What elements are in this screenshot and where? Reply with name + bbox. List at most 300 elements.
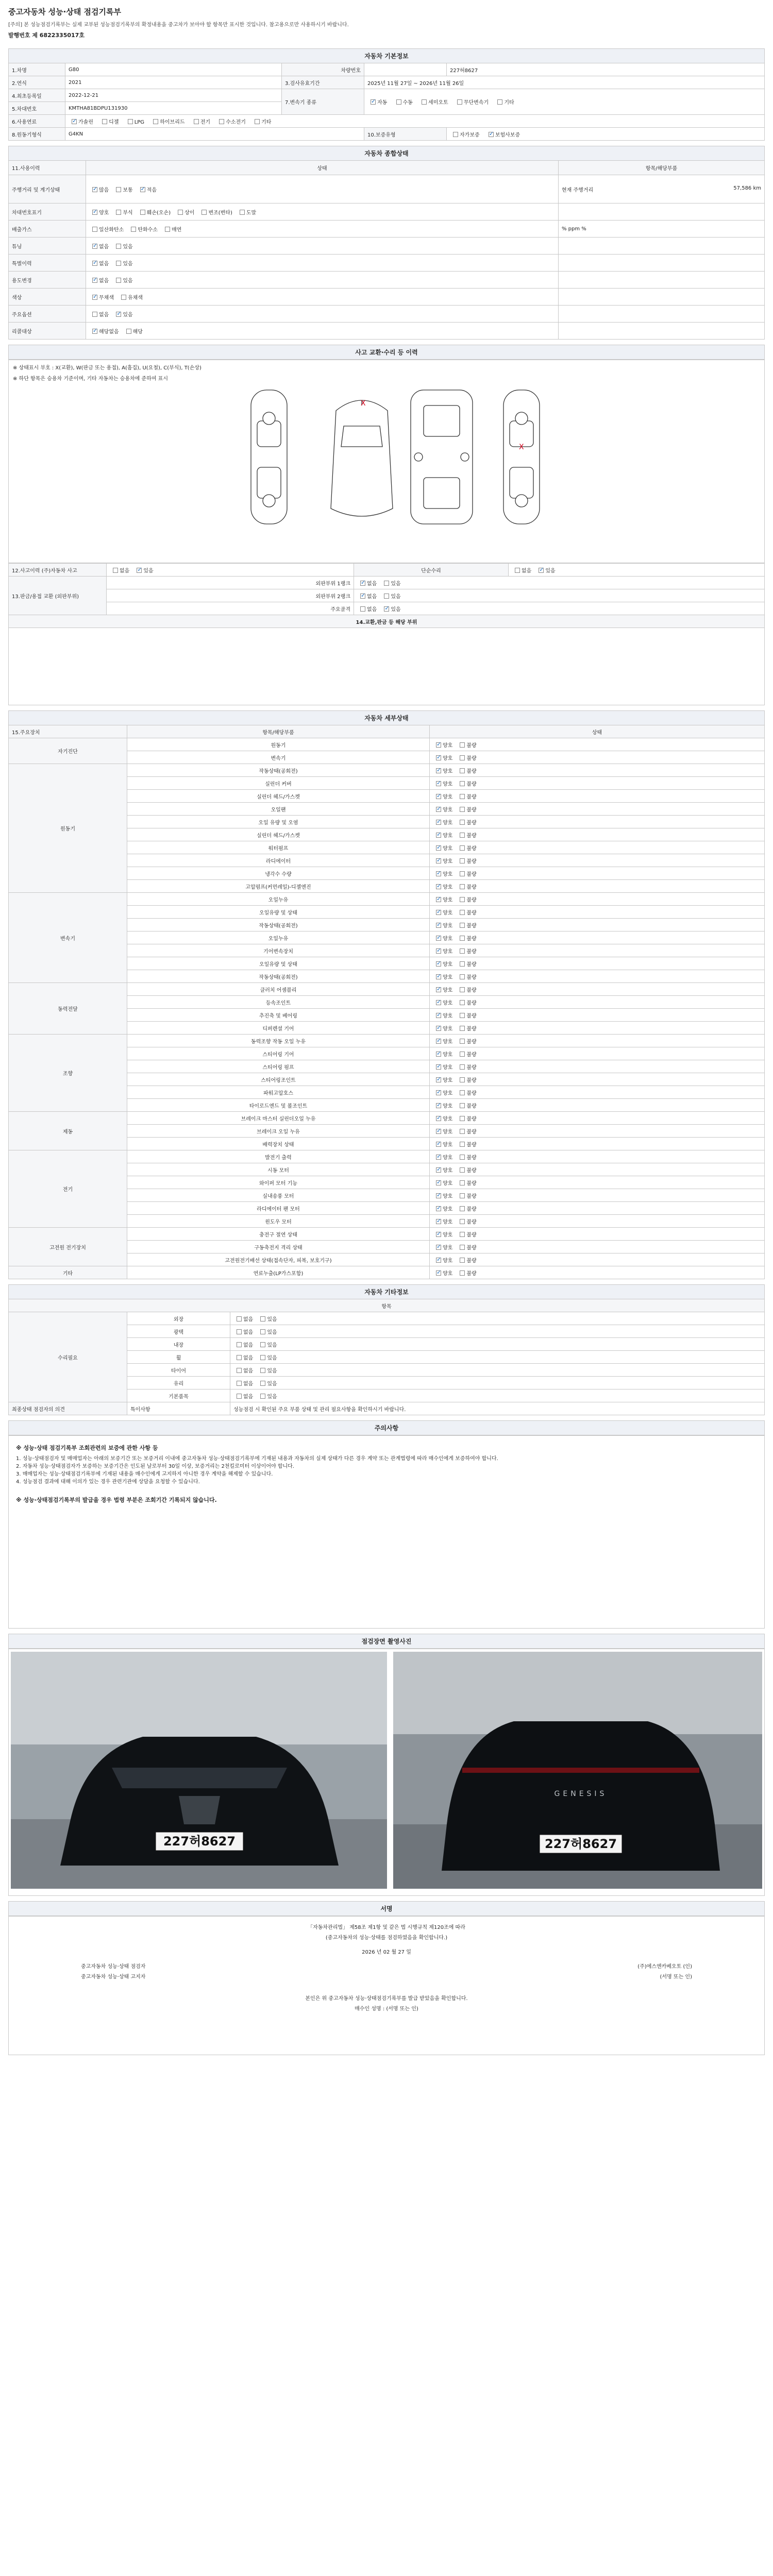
checkbox (436, 1167, 441, 1173)
option-label: 불량 (466, 897, 477, 903)
state-options (430, 854, 765, 867)
checkbox (436, 1232, 441, 1237)
checkbox (436, 897, 441, 902)
checkbox (436, 961, 441, 967)
checkbox (460, 1167, 465, 1173)
option-label: 양호 (443, 1232, 453, 1238)
state-options (430, 893, 765, 906)
checkbox (436, 1039, 441, 1044)
state-options (430, 816, 765, 828)
option-label: 불량 (466, 1206, 477, 1212)
row-options: ✓ 많음 보통✓ 적음 (86, 175, 559, 204)
checkbox (460, 1052, 465, 1057)
section-title: 자동차 기타정보 (9, 1285, 765, 1299)
parts-options: 없음✓ 있음 (354, 602, 765, 615)
extra-options (230, 1312, 765, 1325)
option-label: 양호 (443, 923, 453, 929)
checkbox (460, 781, 465, 786)
item-label: 오일유량 및 상태 (127, 957, 430, 970)
svg-text:X: X (519, 443, 524, 451)
checkbox (436, 1026, 441, 1031)
item-label: 고전원전기배선 상태(접속단자, 피복, 보호기구) (127, 1253, 430, 1266)
warranty-options: 자가보증 ✓ 보험사보증 (447, 128, 765, 141)
option-label: 양호 (443, 910, 453, 916)
option-label: 불량 (466, 1193, 477, 1199)
item-label: 클러치 어셈블리 (127, 983, 430, 996)
row-options: ✓ 없음 있음 (86, 272, 559, 289)
checkbox (460, 794, 465, 799)
row-label: 튜닝 (9, 238, 86, 255)
plate-number: 227허8627 (447, 63, 765, 76)
option-label: 없음 (243, 1316, 254, 1323)
state-options (430, 803, 765, 816)
note-cell (559, 306, 765, 323)
label: 최종상태 점검자의 의견 (9, 1402, 127, 1415)
extra-options (230, 1338, 765, 1351)
option-label: 불량 (466, 1129, 477, 1135)
item-label: 브레이크 오일 누유 (127, 1125, 430, 1138)
option-label: 불량 (466, 1180, 477, 1187)
item-label: 기어변속장치 (127, 944, 430, 957)
checkbox (436, 755, 441, 760)
mileage-cell: 현재 주행거리 57,586 km (559, 175, 765, 204)
row-label: 주행거리 및 계기상태 (9, 175, 86, 204)
item-label: 작동상태(공회전) (127, 970, 430, 983)
badge-text: GENESIS (554, 1790, 608, 1798)
checkbox (436, 1116, 441, 1121)
fuel-options: ✓ 가솔린 디젤 LPG 하이브리드 전기 수소전기 기타 (65, 115, 765, 128)
item-label: 워터펌프 (127, 841, 430, 854)
note-cell (559, 255, 765, 272)
item-label: 발전기 출력 (127, 1150, 430, 1163)
row-label: 리콜대상 (9, 323, 86, 340)
label (364, 63, 447, 76)
state-options (430, 1047, 765, 1060)
state-options (430, 828, 765, 841)
state-options (430, 1150, 765, 1163)
state-options (430, 867, 765, 880)
accident-options: 없음✓ 있음 (107, 564, 354, 577)
checkbox (460, 807, 465, 812)
overall-state-table (8, 146, 765, 340)
state-options (430, 1228, 765, 1241)
label: 중고자동차 성능·상태 고지자 (81, 1974, 146, 1980)
checkbox (260, 1381, 265, 1386)
option-label: 불량 (466, 845, 477, 852)
checkbox (436, 1090, 441, 1095)
option-label: 있음 (267, 1316, 277, 1323)
detail-row (9, 1228, 765, 1241)
label: 8.원동기형식 (9, 128, 65, 141)
state-options (430, 970, 765, 983)
group-label: 원동기 (9, 764, 127, 893)
checkbox (460, 961, 465, 967)
item-label: 타이로드엔드 및 볼조인트 (127, 1099, 430, 1112)
item-label: 휠 (127, 1351, 230, 1364)
front-photo (11, 1652, 387, 1889)
caution-section (8, 1420, 765, 1435)
checkbox (436, 1180, 441, 1185)
checkbox (260, 1368, 265, 1373)
checkbox (436, 781, 441, 786)
state-options (430, 1189, 765, 1202)
checkbox (436, 1064, 441, 1070)
item-label: 실내송풍 모터 (127, 1189, 430, 1202)
caution-heading: ※ 성능·상태 점검기록부 조회관련의 보증에 관한 사항 등 (16, 1445, 158, 1451)
option-label: 불량 (466, 884, 477, 890)
row-label: 색상 (9, 289, 86, 306)
option-label: 불량 (466, 807, 477, 813)
simple-repair-options: 없음✓ 있음 (509, 564, 765, 577)
item-label: 광택 (127, 1325, 230, 1338)
row-options: ✓ 양호 부식 훼손(오손) 상이 변조(변타) 도말 (86, 204, 559, 221)
group-label: 조향 (9, 1035, 127, 1112)
photo-area (8, 1649, 765, 1896)
extra-options (230, 1389, 765, 1402)
checkbox (460, 1142, 465, 1147)
option-label: 불량 (466, 871, 477, 877)
option-label: 양호 (443, 833, 453, 839)
signature-box (8, 1916, 765, 2055)
header: 항목 (9, 1299, 765, 1312)
checkbox (460, 1116, 465, 1121)
checkbox (460, 1013, 465, 1018)
detail-row (9, 1150, 765, 1163)
option-label: 양호 (443, 1013, 453, 1019)
option-label: 불량 (466, 755, 477, 761)
checkbox (436, 1258, 441, 1263)
label: 4.최초등록일 (9, 89, 65, 102)
option-label: 불량 (466, 1077, 477, 1083)
guarantee-row (9, 1402, 765, 1415)
checkbox (460, 845, 465, 851)
item-label: 작동상태(공회전) (127, 764, 430, 777)
item-label: 오일 유량 및 오염 (127, 816, 430, 828)
option-label: 불량 (466, 1167, 477, 1174)
sign-section (8, 1901, 765, 1916)
item-label: 브레이크 마스터 실린더오일 누유 (127, 1112, 430, 1125)
checkbox (237, 1368, 242, 1373)
option-label: 양호 (443, 1142, 453, 1148)
header: 항목/해당부품 (559, 161, 765, 175)
item-label: 내장 (127, 1338, 230, 1351)
option-label: 양호 (443, 1167, 453, 1174)
header: 11.사용이력 (9, 161, 86, 175)
item-label: 스티어링 펌프 (127, 1060, 430, 1073)
state-options (430, 1202, 765, 1215)
checkbox (460, 1039, 465, 1044)
option-label: 양호 (443, 871, 453, 877)
detail-row (9, 893, 765, 906)
state-options (430, 944, 765, 957)
option-label: 불량 (466, 936, 477, 942)
item-label: 변속기 (127, 751, 430, 764)
detail-row (9, 983, 765, 996)
option-label: 불량 (466, 1270, 477, 1277)
certificate-number: 발행번호 제 6822335017호 (8, 32, 85, 39)
state-options (430, 841, 765, 854)
option-label: 양호 (443, 897, 453, 903)
state-options (430, 1138, 765, 1150)
frame-rows (9, 628, 765, 705)
accident-table (8, 563, 765, 705)
state-options (430, 764, 765, 777)
state-options (430, 1060, 765, 1073)
note-cell (559, 272, 765, 289)
row-label: 차대번호표기 (9, 204, 86, 221)
detail-row (9, 1266, 765, 1279)
option-label: 양호 (443, 1155, 453, 1161)
item-label: 시동 모터 (127, 1163, 430, 1176)
label: 2.연식 (9, 76, 65, 89)
item-label: 와이퍼 모터 기능 (127, 1176, 430, 1189)
item-label: 오일누유 (127, 931, 430, 944)
item-label: 스티어링조인트 (127, 1073, 430, 1086)
checkbox (260, 1355, 265, 1360)
document-title: 중고자동차 성능·상태 점검기록부 (8, 7, 122, 16)
option-label: 양호 (443, 1064, 453, 1071)
checkbox (237, 1394, 242, 1399)
row-label: 배출가스 (9, 221, 86, 238)
row-options: ✓ 해당없음 해당 (86, 323, 559, 340)
item-label: 오일팬 (127, 803, 430, 816)
checkbox (460, 833, 465, 838)
item-label: 디퍼렌셜 기어 (127, 1022, 430, 1035)
state-options (430, 906, 765, 919)
inspection-period: 2025년 11월 27일 ~ 2026년 11월 26일 (364, 76, 765, 89)
checkbox (237, 1381, 242, 1386)
state-options (430, 1215, 765, 1228)
option-label: 불량 (466, 948, 477, 955)
inspector-name: (주)에스엔카베오토 (인) (637, 1964, 692, 1970)
first-registration: 2022-12-21 (65, 89, 282, 102)
extra-info-table (8, 1284, 765, 1415)
item-label: 유리 (127, 1377, 230, 1389)
checkbox (436, 807, 441, 812)
option-label: 있음 (267, 1394, 277, 1400)
option-label: 양호 (443, 936, 453, 942)
checkbox (436, 858, 441, 863)
group-label: 기타 (9, 1266, 127, 1279)
checkbox (460, 1206, 465, 1211)
option-label: 양호 (443, 1206, 453, 1212)
option-label: 불량 (466, 1000, 477, 1006)
checkbox (237, 1316, 242, 1321)
checkbox (460, 1090, 465, 1095)
checkbox (436, 1052, 441, 1057)
checkbox (436, 1245, 441, 1250)
group-label: 수리필요 (9, 1312, 127, 1402)
car-diagram (8, 360, 765, 563)
option-label: 있음 (267, 1342, 277, 1348)
group-label: 변속기 (9, 893, 127, 983)
car-outline-diagram (9, 385, 765, 555)
item-label: 배력장치 상태 (127, 1138, 430, 1150)
checkbox (460, 1000, 465, 1005)
checkbox (436, 768, 441, 773)
state-options (430, 738, 765, 751)
checkbox (460, 910, 465, 915)
label: 14.교환,판금 등 해당 부위 (9, 615, 765, 628)
header: 항목/해당부품 (127, 725, 430, 738)
option-label: 불량 (466, 858, 477, 865)
state-options (430, 880, 765, 893)
label: 12.사고이력 (주)자동차 사고 (9, 564, 107, 577)
checkbox (436, 742, 441, 748)
checkbox (237, 1329, 242, 1334)
state-options (430, 1241, 765, 1253)
accident-section (8, 345, 765, 360)
photo-section (8, 1634, 765, 1649)
checkbox (436, 871, 441, 876)
receipt-text: 본인은 위 중고자동차 성능·상태점검기록부를 발급 받았음을 확인합니다. (305, 1996, 468, 2002)
parts-options: ✓ 없음 있음 (354, 589, 765, 602)
option-label: 양호 (443, 1193, 453, 1199)
group-label: 고전원 전기장치 (9, 1228, 127, 1266)
checkbox (460, 923, 465, 928)
option-label: 불량 (466, 961, 477, 968)
state-options (430, 1009, 765, 1022)
state-options (430, 1266, 765, 1279)
option-label: 불량 (466, 1064, 477, 1071)
label: 외판부위 1랭크 (107, 577, 354, 589)
section-title: 자동차 세부상태 (9, 711, 765, 725)
option-label: 없음 (243, 1342, 254, 1348)
checkbox (436, 1077, 441, 1082)
header: 15.주요장치 (9, 725, 127, 738)
option-label: 있음 (267, 1381, 277, 1387)
extra-options (230, 1325, 765, 1338)
group-label: 제동 (9, 1112, 127, 1150)
option-label: 양호 (443, 948, 453, 955)
caution-line: 3. 매매업자는 성능·상태점검기록부에 기재된 내용을 매수인에게 고지하지 아니한 경우 계약을 해제할 수 있습니다. (16, 1471, 273, 1477)
checkbox (436, 1193, 441, 1198)
checkbox (436, 923, 441, 928)
detail-state-table (8, 710, 765, 1279)
checkbox (460, 1077, 465, 1082)
item-label: 라디에이터 (127, 854, 430, 867)
option-label: 양호 (443, 1039, 453, 1045)
note-cell (559, 238, 765, 255)
checkbox (436, 1155, 441, 1160)
checkbox (460, 1026, 465, 1031)
checkbox (436, 845, 441, 851)
model-year: 2021 (65, 76, 282, 89)
section-title: 자동차 종합상태 (9, 146, 765, 161)
checkbox (460, 858, 465, 863)
label: 10.보증유형 (364, 128, 447, 141)
item-label: 파워고압호스 (127, 1086, 430, 1099)
option-label: 양호 (443, 1000, 453, 1006)
legend-text: ※ 하단 항목은 승용차 기준이며, 기타 자동차는 승용차에 준하여 표시 (13, 376, 168, 382)
checkbox (436, 948, 441, 954)
state-options (430, 1112, 765, 1125)
option-label: 불량 (466, 1026, 477, 1032)
item-label: 기본품목 (127, 1389, 230, 1402)
state-options (430, 1099, 765, 1112)
option-label: 없음 (243, 1355, 254, 1361)
state-options (430, 1086, 765, 1099)
group-label: 전기 (9, 1150, 127, 1228)
state-options (430, 996, 765, 1009)
section-title: 주의사항 (9, 1421, 765, 1435)
caution-line: 1. 성능·상태점검자 및 매매업자는 아래의 보증기간 또는 보증거리 이내에 중고자동차 성능·상태점검기록부에 기재된 내용과 자동차의 실제 상태가 다른 경우 계약 또는 관계법령에 따라 매수인에게 보증하여야 합니다. (16, 1455, 498, 1462)
row-options: ✓ 없음 있음 (86, 238, 559, 255)
sign-text: 「자동차관리법」 제58조 제1항 및 같은 법 시행규칙 제120조에 따라 (308, 1925, 465, 1930)
row-label: 용도변경 (9, 272, 86, 289)
option-label: 불량 (466, 1232, 477, 1238)
state-options (430, 1035, 765, 1047)
item-label: 등속조인트 (127, 996, 430, 1009)
checkbox (460, 1193, 465, 1198)
option-label: 불량 (466, 742, 477, 749)
option-label: 양호 (443, 858, 453, 865)
option-label: 양호 (443, 1026, 453, 1032)
option-label: 없음 (243, 1329, 254, 1335)
section-title: 자동차 기본정보 (9, 49, 765, 63)
checkbox (460, 897, 465, 902)
checkbox (436, 833, 441, 838)
rear-plate: 227허8627 (544, 1837, 617, 1851)
row-options: 없음✓ 있음 (86, 306, 559, 323)
notice-text: [주의] 본 성능점검기록부는 실제 교부된 성능점검기록부의 확정내용을 중고차가 보아야 할 항목만 표시한 것입니다. 참고용으로만 사용하시기 바랍니다. (8, 22, 349, 28)
option-label: 있음 (267, 1355, 277, 1361)
option-label: 불량 (466, 1219, 477, 1225)
checkbox (460, 936, 465, 941)
item-label: 냉각수 수량 (127, 867, 430, 880)
option-label: 불량 (466, 1103, 477, 1109)
option-label: 있음 (267, 1368, 277, 1374)
option-label: 불량 (466, 1245, 477, 1251)
option-label: 양호 (443, 1103, 453, 1109)
item-label: 작동상태(공회전) (127, 919, 430, 931)
item-label: 원동기 (127, 738, 430, 751)
state-options (430, 1253, 765, 1266)
sign-date: 2026 년 02 월 27 일 (362, 1950, 411, 1955)
checkbox (436, 1103, 441, 1108)
note-cell (559, 323, 765, 340)
option-label: 양호 (443, 884, 453, 890)
item-label: 동력조향 작동 오일 누유 (127, 1035, 430, 1047)
state-options (430, 983, 765, 996)
checkbox (460, 820, 465, 825)
checkbox (436, 1142, 441, 1147)
basic-info-table (8, 48, 765, 141)
option-label: 양호 (443, 974, 453, 980)
checkbox (436, 987, 441, 992)
extra-options (230, 1377, 765, 1389)
extra-options (230, 1364, 765, 1377)
option-label: 양호 (443, 755, 453, 761)
label: 3.검사유효기간 (282, 76, 364, 89)
option-label: 양호 (443, 794, 453, 800)
checkbox (436, 936, 441, 941)
option-label: 불량 (466, 987, 477, 993)
item-label: 실린더 커버 (127, 777, 430, 790)
option-label: 없음 (243, 1381, 254, 1387)
note-cell (559, 204, 765, 221)
option-label: 양호 (443, 1116, 453, 1122)
option-label: 불량 (466, 910, 477, 916)
row-label: 특별이력 (9, 255, 86, 272)
option-label: 불량 (466, 1090, 477, 1096)
option-label: 양호 (443, 768, 453, 774)
option-label: 불량 (466, 1116, 477, 1122)
option-label: 불량 (466, 768, 477, 774)
state-options (430, 919, 765, 931)
item-label: 윈도우 모터 (127, 1215, 430, 1228)
option-label: 양호 (443, 845, 453, 852)
